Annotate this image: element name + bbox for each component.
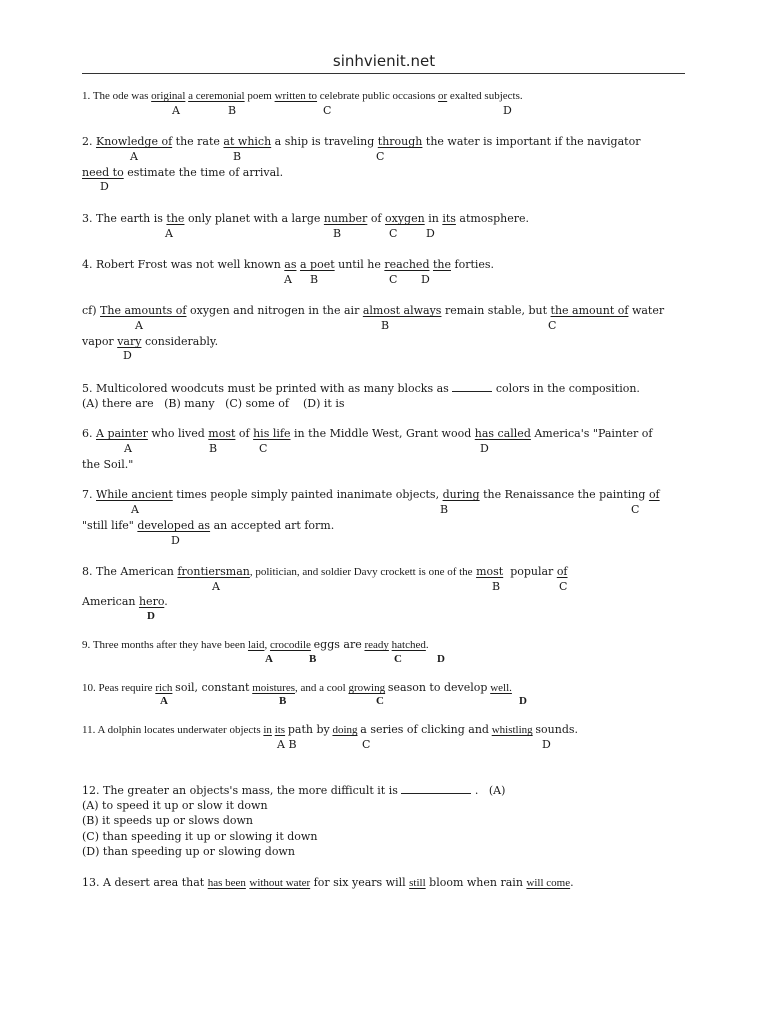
label-d: D: [519, 695, 527, 707]
question-7-line-2: "still life" developed as an accepted art form.: [82, 519, 335, 532]
label-a: A: [212, 580, 220, 593]
label-d: D: [437, 653, 445, 665]
question-10: 10. Peas require rich soil, constant moistures, and a cool growing season to develop well.: [82, 681, 512, 694]
label-a: A: [284, 273, 292, 286]
label-b: B: [309, 653, 317, 665]
answer-key: (A): [488, 784, 506, 797]
option-b: (B) it speeds up or slows down: [82, 814, 253, 827]
option-d: (D) it is: [303, 397, 345, 410]
question-7: 7. While ancient times people simply painted inanimate objects, during the Renaissance the painting of: [82, 488, 660, 501]
label-b: B: [209, 442, 218, 455]
label-a: A: [160, 695, 168, 707]
answer-blank: [452, 381, 492, 392]
header-rule: [82, 73, 685, 74]
label-c: C: [631, 503, 640, 516]
question-11: 11. A dolphin locates underwater objects in its path by doing a series of clicking and whistling sounds.: [82, 723, 579, 736]
question-8-line-2: American hero.: [82, 595, 168, 608]
label-b: B: [333, 227, 342, 240]
question-12: 12. The greater an objects's mass, the more difficult it is . (A): [82, 784, 506, 797]
label-d: D: [480, 442, 489, 455]
label-a: A: [172, 104, 180, 117]
question-13: 13. A desert area that has been without water for six years will still bloom when rain will come.: [82, 876, 574, 889]
label-a: A: [165, 227, 173, 240]
label-b: B: [492, 580, 501, 593]
label-c: C: [389, 227, 398, 240]
option-c: (C) than speeding it up or slowing it down: [82, 830, 318, 843]
label-a: A: [130, 150, 138, 163]
question-3: 3. The earth is the only planet with a large number of oxygen in its atmosphere.: [82, 212, 529, 225]
question-1: 1. The ode was original a ceremonial poem written to celebrate public occasions or exalted subjects.: [82, 90, 523, 102]
question-9: 9. Three months after they have been laid, crocodile eggs are ready hatched.: [82, 638, 429, 651]
question-cf-line-2: vapor vary considerably.: [82, 335, 219, 348]
answer-blank: [401, 783, 471, 794]
label-c: C: [323, 104, 332, 117]
label-d: D: [503, 104, 512, 117]
label-d: D: [123, 349, 132, 362]
label-c: C: [394, 653, 402, 665]
label-b: B: [381, 319, 390, 332]
label-d: D: [171, 534, 180, 547]
label-a: A: [124, 442, 132, 455]
question-8: 8. The American frontiersman, politician, and soldier Davy crockett is one of the most popular of: [82, 565, 568, 578]
label-b: B: [233, 150, 242, 163]
label-c: C: [548, 319, 557, 332]
label-c: C: [362, 738, 371, 751]
option-a: (A) to speed it up or slow it down: [82, 799, 268, 812]
question-5-options: [82, 397, 345, 411]
option-d: (D) than speeding up or slowing down: [82, 845, 295, 858]
label-c: C: [259, 442, 268, 455]
label-a: A: [135, 319, 143, 332]
question-2: 2. Knowledge of the rate at which a ship is traveling through the water is important if the navigator: [82, 135, 641, 148]
question-6-line-2: the Soil.": [82, 458, 134, 471]
label-d: D: [542, 738, 551, 751]
question-2-line-2: need to estimate the time of arrival.: [82, 166, 284, 179]
label-a: A: [131, 503, 139, 516]
label-c: C: [559, 580, 568, 593]
label-c: C: [389, 273, 398, 286]
question-cf: cf) The amounts of oxygen and nitrogen in the air almost always remain stable, but the amount of water: [82, 304, 665, 317]
question-4: 4. Robert Frost was not well known as a poet until he reached the forties.: [82, 258, 495, 271]
label-c: C: [376, 695, 384, 707]
label-b: B: [228, 104, 237, 117]
option-b: (B) many: [164, 397, 215, 410]
label-d: D: [426, 227, 435, 240]
question-5: 5. Multicolored woodcuts must be printed with as many blocks as colors in the composition.: [82, 382, 640, 395]
label-d: D: [147, 610, 155, 622]
site-header: sinhvienit.net: [332, 52, 436, 70]
option-c: (C) some of: [225, 397, 289, 410]
question-6: 6. A painter who lived most of his life in the Middle West, Grant wood has called America's "Painter of: [82, 427, 653, 440]
label-d: D: [421, 273, 430, 286]
label-d: D: [100, 180, 109, 193]
label-b: B: [440, 503, 449, 516]
label-b: B: [310, 273, 319, 286]
label-c: C: [376, 150, 385, 163]
option-a: (A) there are: [82, 397, 154, 410]
label-a: A: [265, 653, 273, 665]
label-b: B: [279, 695, 287, 707]
label-ab: A B: [277, 738, 297, 751]
